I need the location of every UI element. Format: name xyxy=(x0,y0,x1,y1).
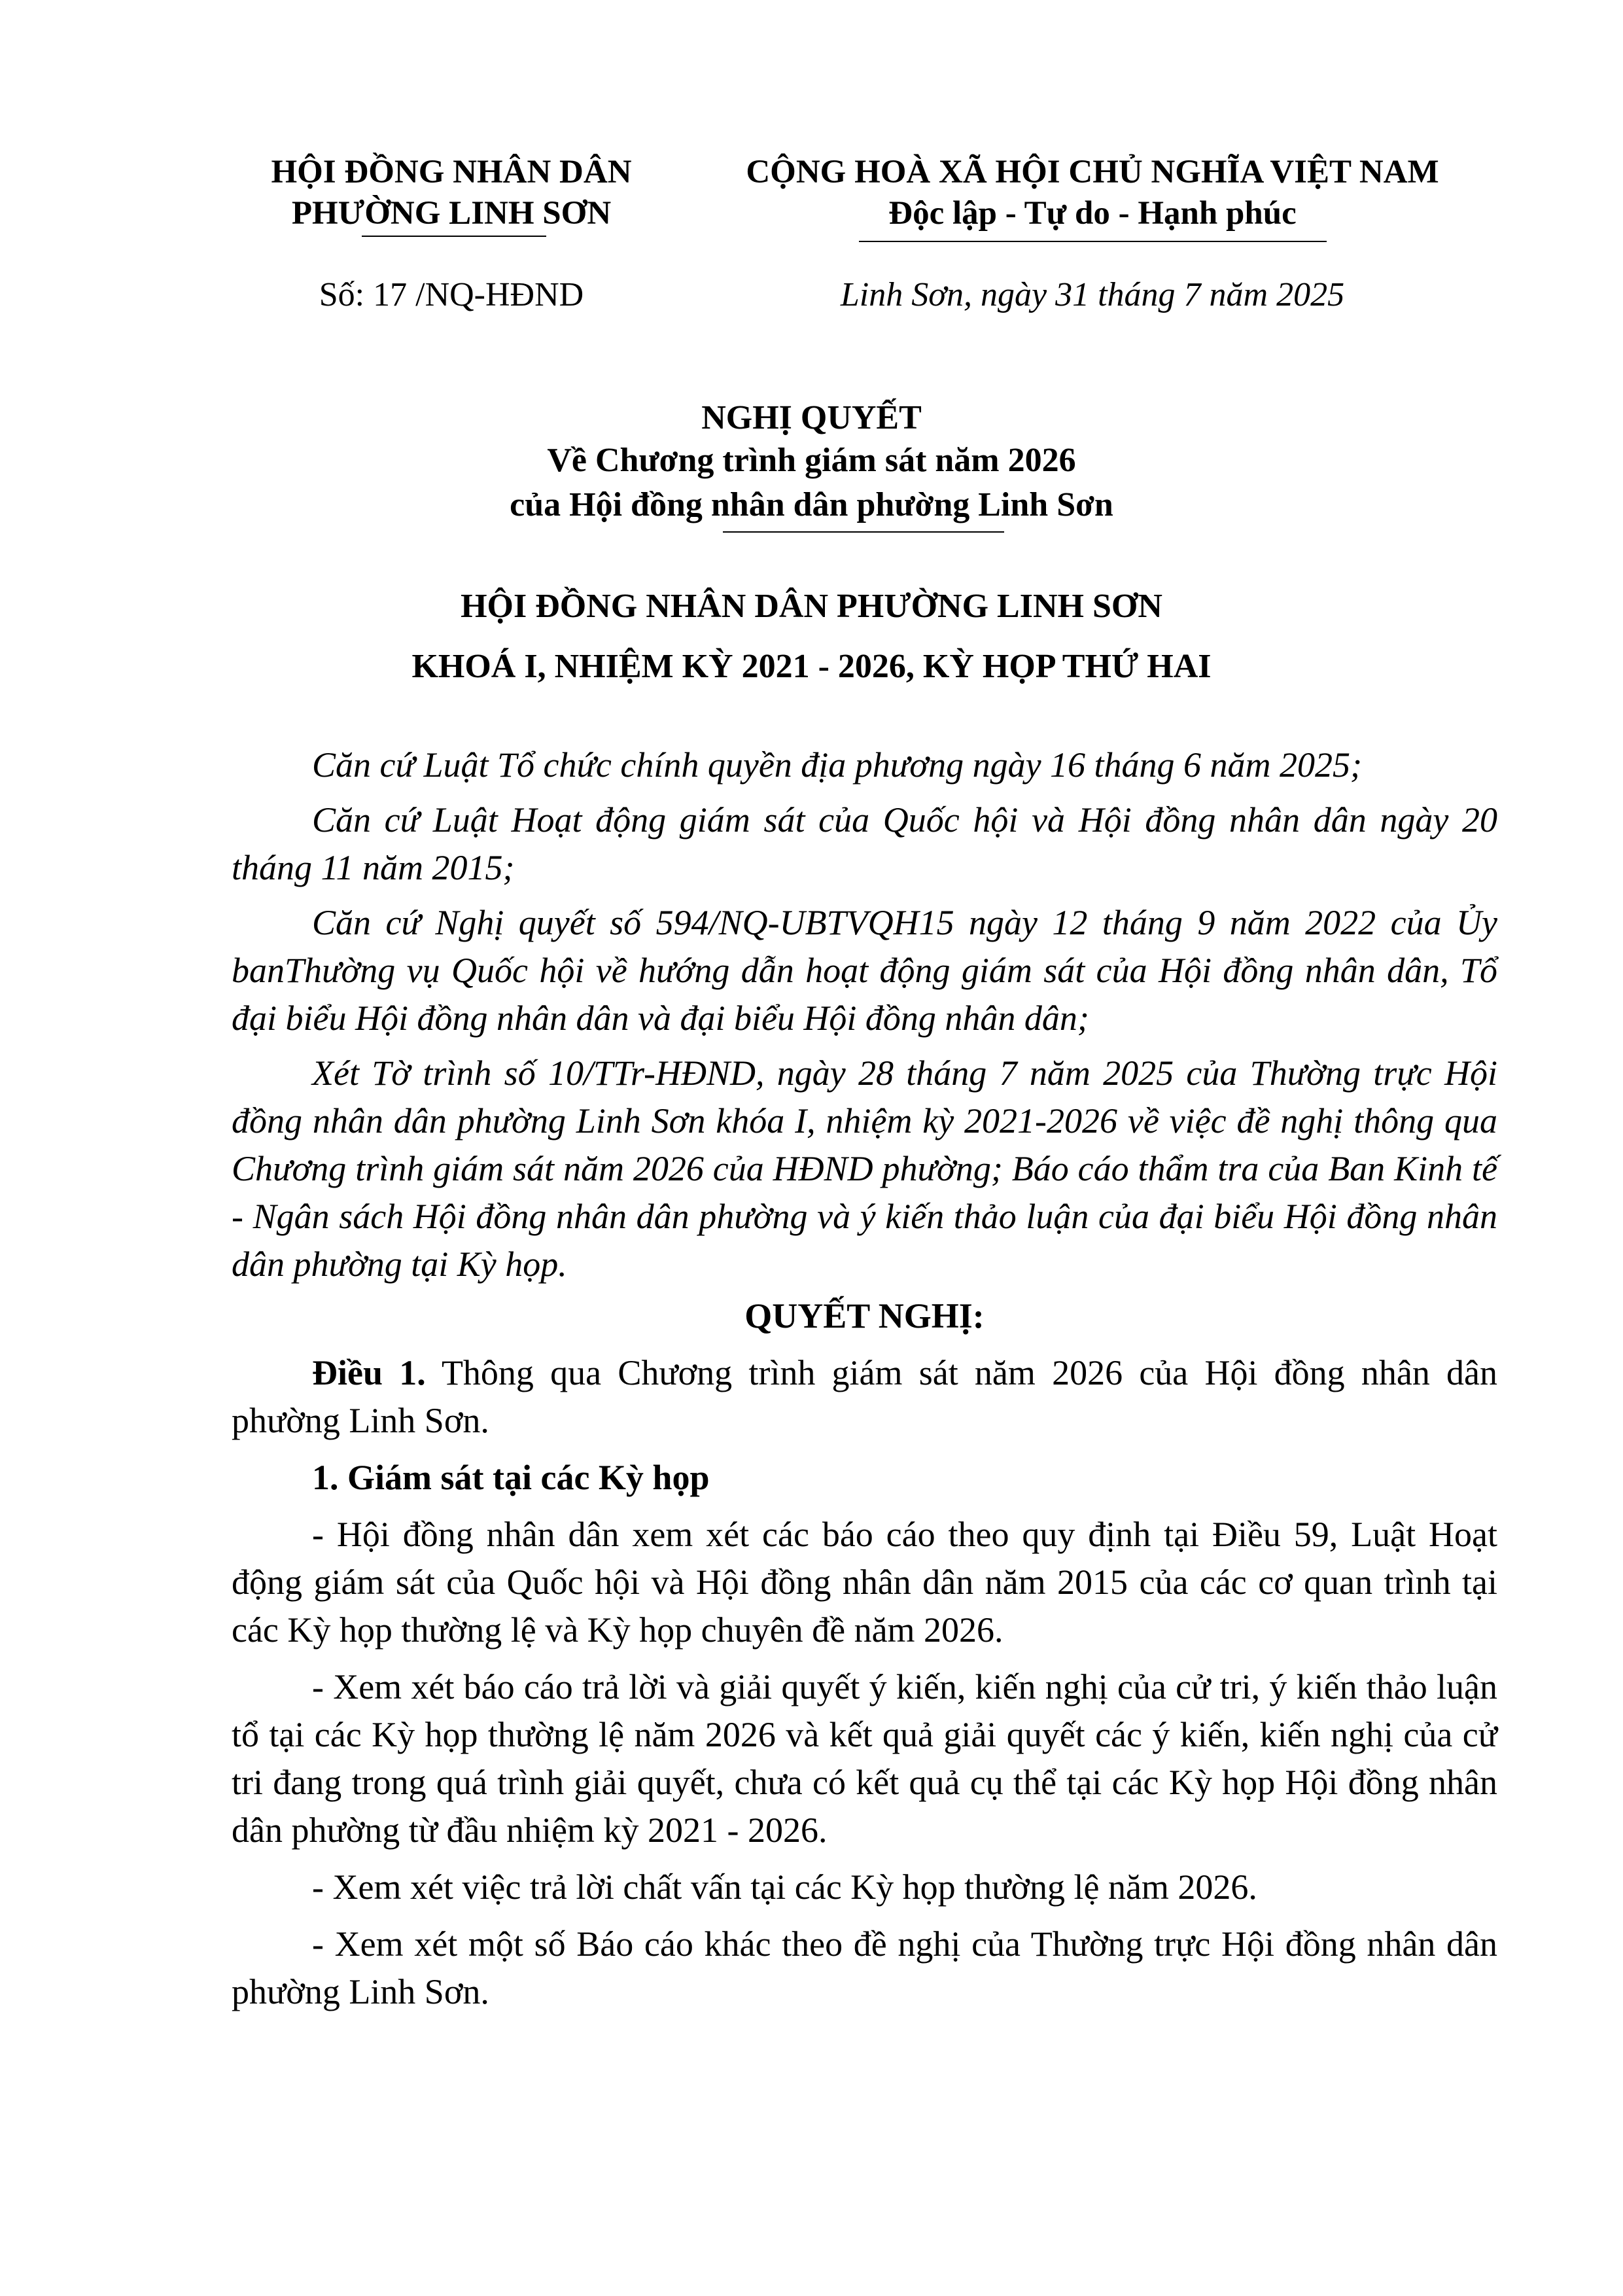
council-name: HỘI ĐỒNG NHÂN DÂN PHƯỜNG LINH SƠN xyxy=(461,588,1162,625)
issuing-body-line1: HỘI ĐỒNG NHÂN DÂN xyxy=(271,154,632,190)
document-number: Số: 17 /NQ-HĐND xyxy=(319,276,584,313)
place-and-date: Linh Sơn, ngày 31 tháng 7 năm 2025 xyxy=(840,276,1345,313)
article-1-text: Thông qua Chương trình giám sát năm 2026 của Hội đồng nhân dân phường Linh Sơn. xyxy=(232,1353,1498,1440)
document-body xyxy=(232,741,1497,2016)
issuing-body-line2: PHƯỜNG LINH SƠN xyxy=(291,195,612,232)
national-motto-underline xyxy=(859,241,1327,242)
preamble-basis-3: Căn cứ Nghị quyết số 594/NQ-UBTVQH15 ngày 12 tháng 9 năm 2022 của Ủy banThường vụ Quốc hội về hướng dẫn hoạt động giám sát của Hội đồng nhân dân, Tổ đại biểu Hội đồng nhân dân và đại biểu Hội đồng nhân dân; xyxy=(232,903,1497,1038)
section-1-item-1: - Hội đồng nhân dân xem xét các báo cáo theo quy định tại Điều 59, Luật Hoạt động giám sát của Quốc hội và Hội đồng nhân dân năm 2015 của các cơ quan trình tại các Kỳ họp thường lệ và Kỳ họp chuyên đề năm 2026. xyxy=(232,1515,1497,1650)
national-motto: Độc lập - Tự do - Hạnh phúc xyxy=(888,195,1297,232)
article-1 xyxy=(232,1349,1497,1445)
preamble-basis-2: Căn cứ Luật Hoạt động giám sát của Quốc hội và Hội đồng nhân dân ngày 20 tháng 11 năm 2015; xyxy=(232,800,1497,887)
section-1-item-2: - Xem xét báo cáo trả lời và giải quyết ý kiến, kiến nghị của cử tri, ý kiến thảo luận tổ tại các Kỳ họp thường lệ năm 2026 và kết quả giải quyết các ý kiến, kiến nghị của cử tri đang trong quá trình giải quyết, chưa có kết quả cụ thể tại các Kỳ họp Hội đồng nhân dân phường từ đầu nhiệm kỳ 2021 - 2026. xyxy=(232,1667,1497,1850)
article-1-label: Điều 1. xyxy=(312,1353,426,1392)
preamble-basis-1: Căn cứ Luật Tổ chức chính quyền địa phương ngày 16 tháng 6 năm 2025; xyxy=(312,745,1363,785)
council-session: KHOÁ I, NHIỆM KỲ 2021 - 2026, KỲ HỌP THỨ HAI xyxy=(411,648,1212,685)
decision-heading: QUYẾT NGHỊ: xyxy=(744,1296,985,1335)
section-1-heading: 1. Giám sát tại các Kỳ họp xyxy=(312,1458,710,1497)
issuing-body-underline xyxy=(362,236,546,237)
section-1-item-3: - Xem xét việc trả lời chất vấn tại các Kỳ họp thường lệ năm 2026. xyxy=(312,1867,1257,1907)
section-1-item-4: - Xem xét một số Báo cáo khác theo đề nghị của Thường trực Hội đồng nhân dân phường Linh Sơn. xyxy=(232,1924,1497,2011)
document-subject-line1: Về Chương trình giám sát năm 2026 xyxy=(547,442,1076,479)
document-type: NGHỊ QUYẾT xyxy=(701,399,922,436)
national-title: CỘNG HOÀ XÃ HỘI CHỦ NGHĨA VIỆT NAM xyxy=(746,154,1439,190)
title-underline xyxy=(723,531,1004,533)
preamble-consideration: Xét Tờ trình số 10/TTr-HĐND, ngày 28 tháng 7 năm 2025 của Thường trực Hội đồng nhân dân phường Linh Sơn khóa I, nhiệm kỳ 2021-2026 về việc đề nghị thông qua Chương trình giám sát năm 2026 của HĐND phường; Báo cáo thẩm tra của Ban Kinh tế - Ngân sách Hội đồng nhân dân phường và ý kiến thảo luận của đại biểu Hội đồng nhân dân phường tại Kỳ họp. xyxy=(232,1053,1497,1284)
document-subject-line2: của Hội đồng nhân dân phường Linh Sơn xyxy=(510,486,1113,523)
